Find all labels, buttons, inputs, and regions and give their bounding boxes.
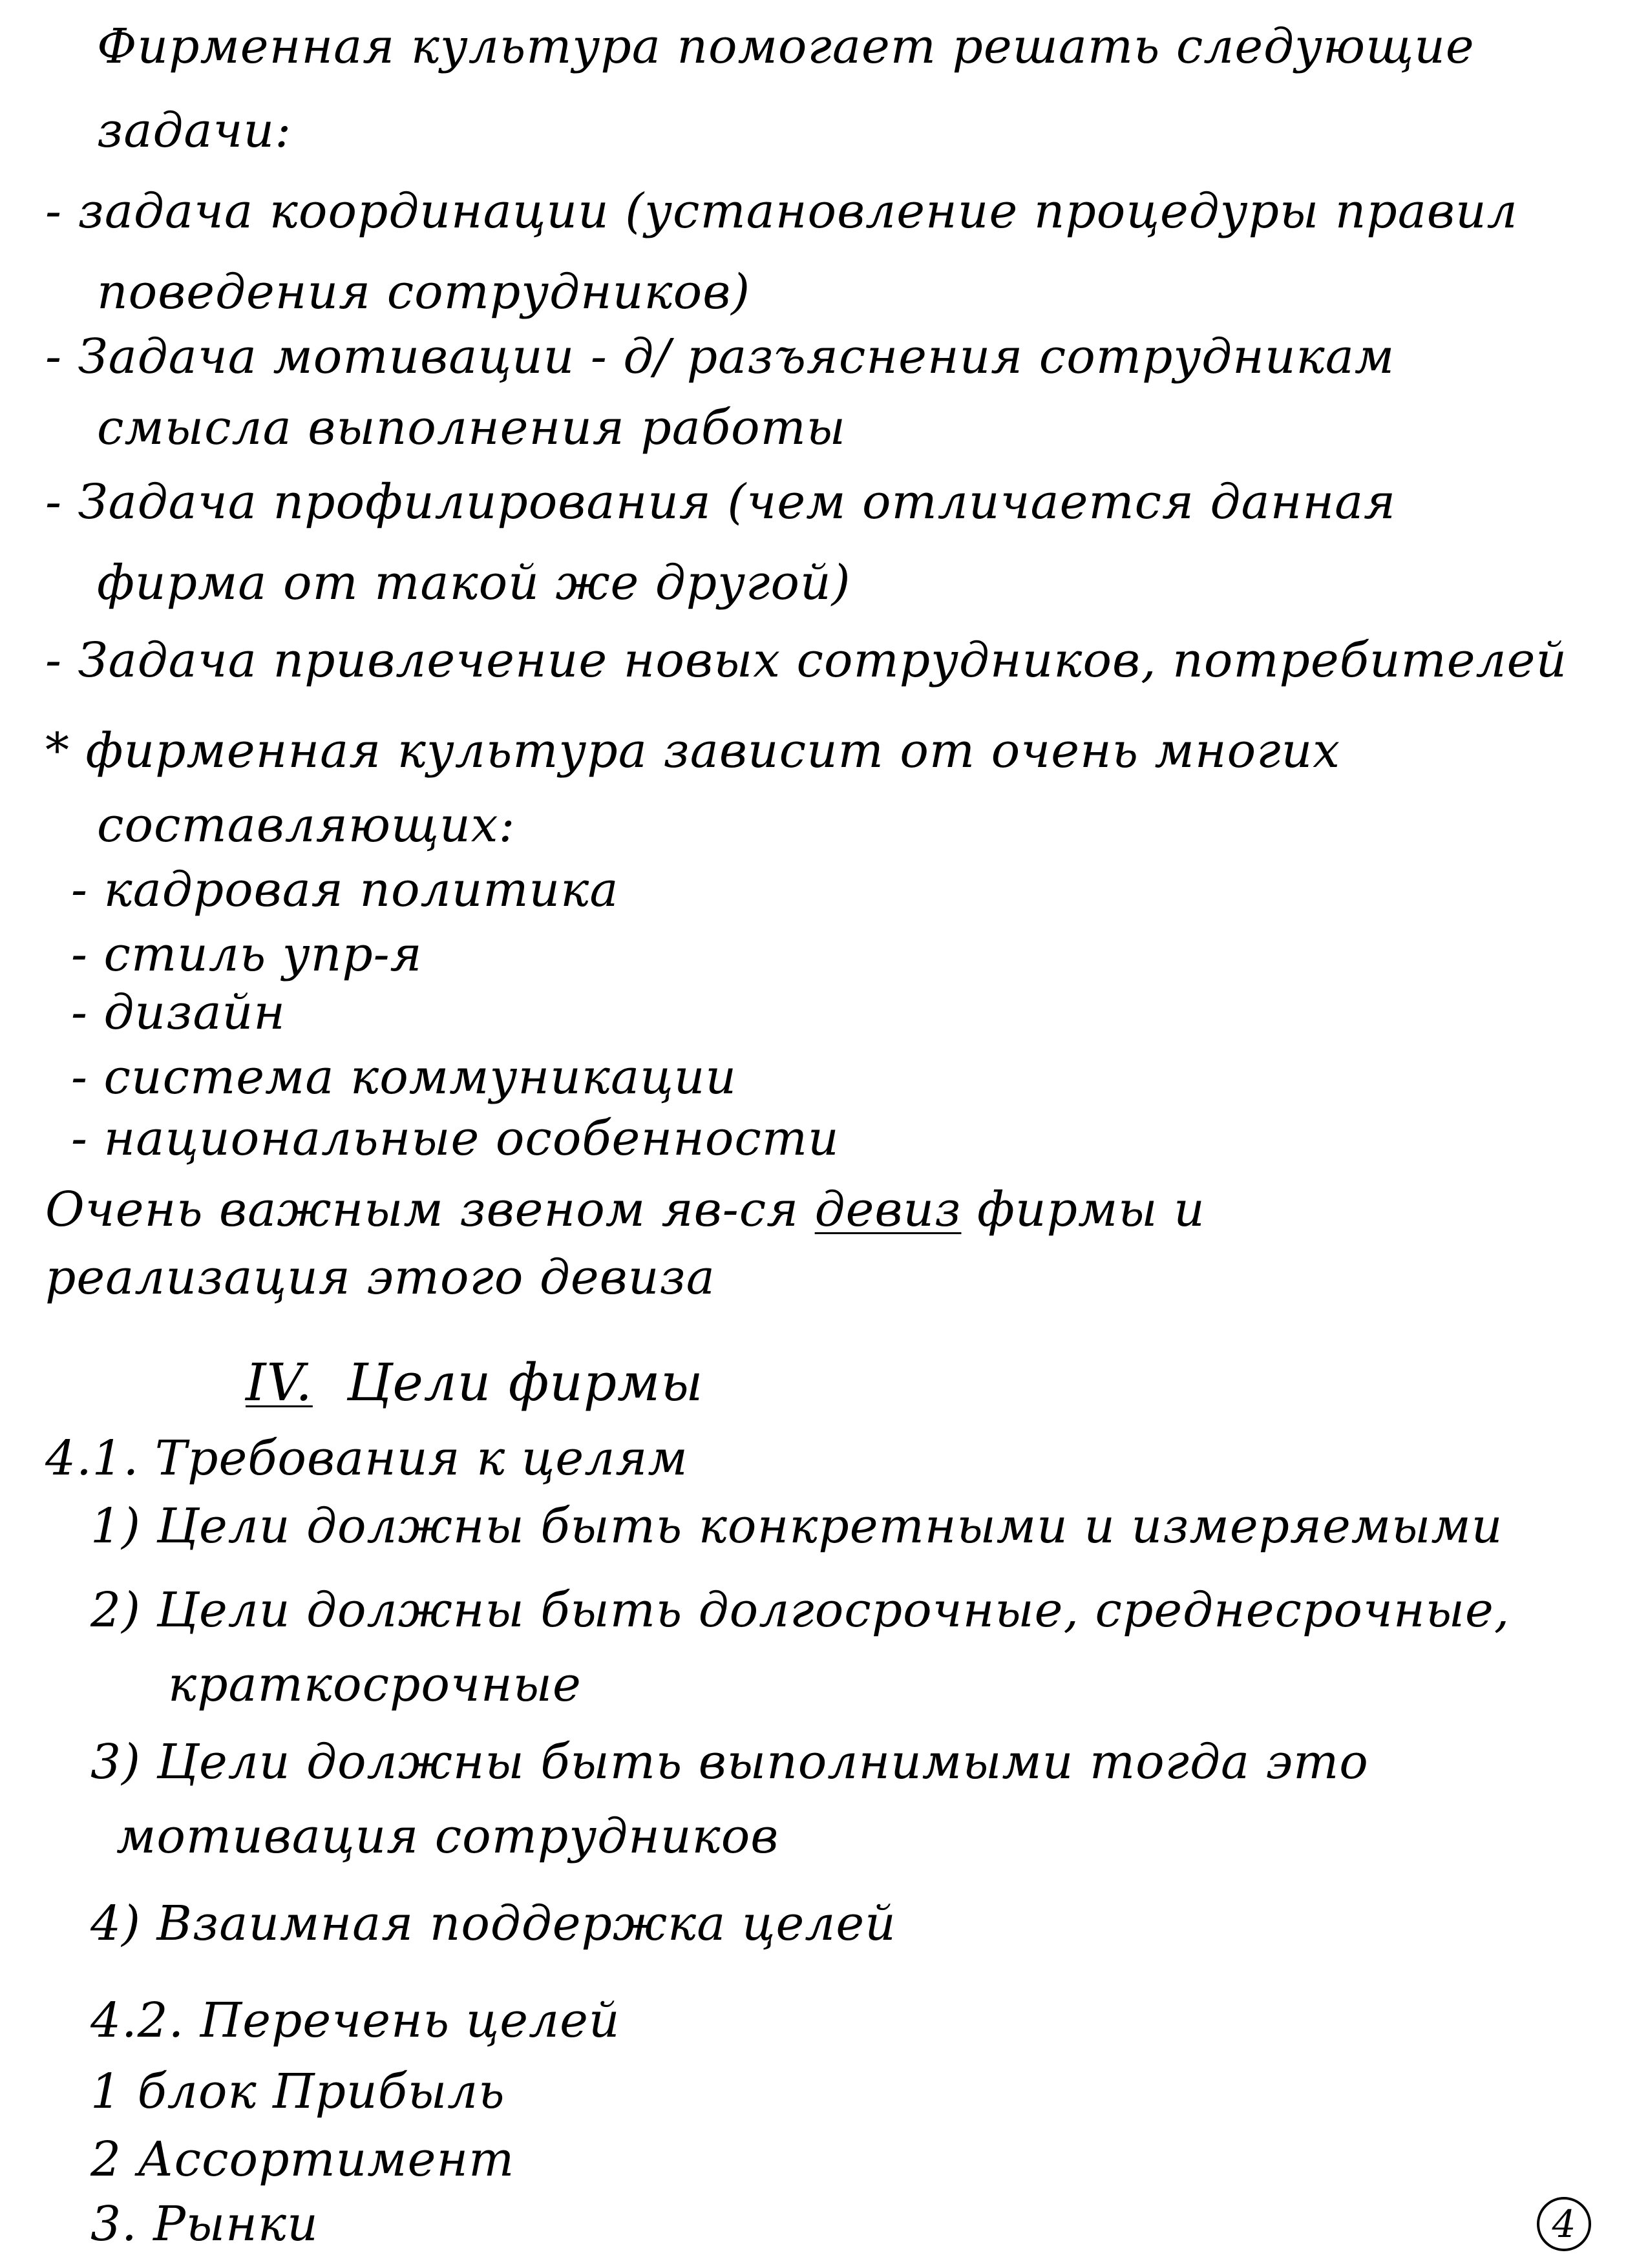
text-line-9: - Задача привлечение новых сотрудников, потребителей: [45, 633, 1568, 688]
section-heading: [246, 1352, 704, 1412]
text-line-15: - система коммуникации: [71, 1049, 737, 1105]
text-line-16: - национальные особенности: [71, 1111, 840, 1166]
text-line-17: [45, 1182, 1205, 1237]
text-line-1: Фирменная культура помогает решать следующие: [97, 19, 1475, 74]
requirement-item-3: 3) Цели должны быть выполнимыми тогда это: [90, 1734, 1369, 1790]
text-line-4: поведения сотрудников): [97, 264, 751, 320]
text-line-17-after: фирмы и: [961, 1182, 1205, 1237]
text-line-10: * фирменная культура зависит от очень многих: [45, 723, 1340, 779]
text-line-14: - дизайн: [71, 985, 286, 1040]
text-line-11: составляющих:: [97, 797, 516, 853]
subsection-title-1: 4.1. Требования к целям: [45, 1431, 688, 1486]
text-line-3: - задача координации (установление процедуры правил: [45, 184, 1518, 239]
requirement-item-2: 2) Цели должны быть долгосрочные, среднесрочные,: [90, 1582, 1510, 1638]
requirement-item-1: 1) Цели должны быть конкретными и измеряемыми: [90, 1498, 1503, 1554]
text-line-6: смысла выполнения работы: [97, 400, 847, 456]
requirement-item-3-cont: мотивация сотрудников: [116, 1809, 779, 1864]
goal-item-2: 2 Ассортимент: [90, 2132, 515, 2187]
text-line-18: реализация этого девиза: [45, 1250, 715, 1305]
section-title: Цели фирмы: [346, 1352, 704, 1412]
requirement-item-4: 4) Взаимная поддержка целей: [90, 1896, 896, 1951]
requirement-item-2-cont: краткосрочные: [168, 1657, 582, 1712]
motto-underlined: девиз: [814, 1182, 962, 1237]
page-number-circle: 4: [1537, 2197, 1591, 2251]
subsection-title-2: 4.2. Перечень целей: [90, 1993, 620, 2048]
section-roman-numeral: IV.: [246, 1352, 313, 1412]
goal-item-3: 3. Рынки: [90, 2196, 319, 2252]
text-line-12: - кадровая политика: [71, 862, 619, 918]
goal-item-1: 1 блок Прибыль: [90, 2064, 505, 2119]
text-line-13: - стиль упр-я: [71, 927, 423, 982]
text-line-7: - Задача профилирования (чем отличается данная: [45, 474, 1397, 530]
text-line-8: фирма от такой же другой): [97, 555, 851, 611]
text-line-17-before: Очень важным звеном яв-ся: [45, 1182, 815, 1237]
text-line-2: задачи:: [97, 103, 292, 158]
text-line-5: - Задача мотивации - д/ разъяснения сотрудникам: [45, 329, 1395, 384]
